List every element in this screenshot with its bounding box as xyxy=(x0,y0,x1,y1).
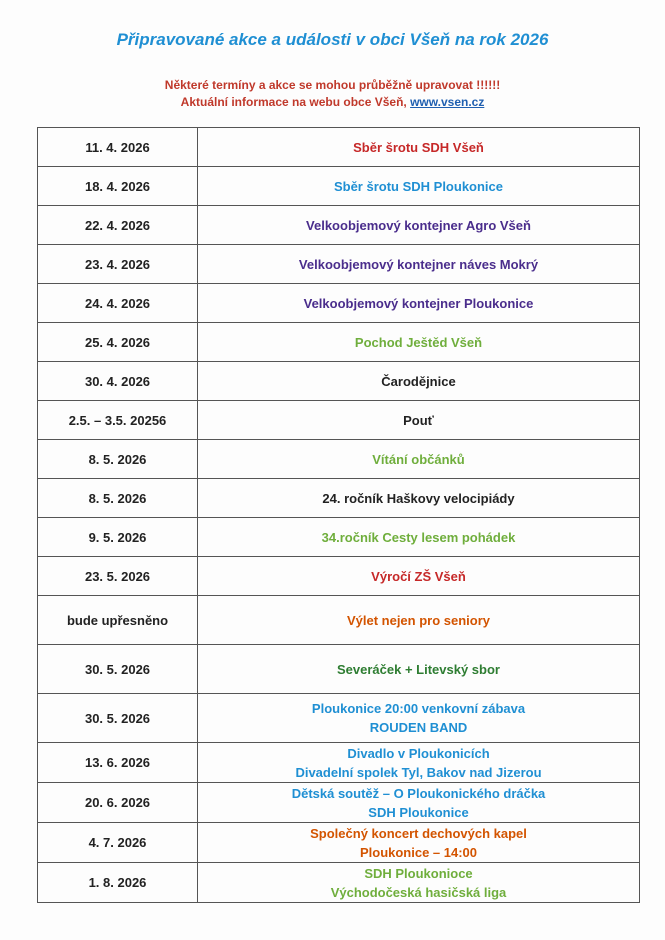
event-row xyxy=(38,284,640,323)
events-table xyxy=(37,127,640,903)
event-name xyxy=(198,694,640,743)
event-name xyxy=(198,128,640,167)
event-name xyxy=(198,863,640,903)
event-row xyxy=(38,206,640,245)
event-date: 11. 4. 2026 xyxy=(38,128,198,167)
event-name-line: Sběr šrotu SDH Všeň xyxy=(353,139,484,155)
event-name xyxy=(198,783,640,823)
event-date: 30. 4. 2026 xyxy=(38,362,198,401)
event-row xyxy=(38,245,640,284)
event-date: 30. 5. 2026 xyxy=(38,645,198,694)
event-name xyxy=(198,206,640,245)
event-name-line: Výročí ZŠ Všeň xyxy=(371,568,466,584)
event-name xyxy=(198,401,640,440)
event-name xyxy=(198,362,640,401)
event-name-line: 24. ročník Haškovy velocipiády xyxy=(322,490,515,506)
event-date: 9. 5. 2026 xyxy=(38,518,198,557)
event-row xyxy=(38,823,640,863)
event-row xyxy=(38,596,640,645)
event-date: 18. 4. 2026 xyxy=(38,167,198,206)
notice-line-2 xyxy=(0,95,665,109)
event-row xyxy=(38,323,640,362)
event-name-line: Severáček + Litevský sbor xyxy=(337,661,500,677)
event-row xyxy=(38,743,640,783)
event-row xyxy=(38,863,640,903)
website-link[interactable]: www.vsen.cz xyxy=(410,95,485,109)
event-name-line: SDH Ploukonice xyxy=(368,804,469,820)
event-date: 8. 5. 2026 xyxy=(38,479,198,518)
event-name-line: Divadelní spolek Tyl, Bakov nad Jizerou xyxy=(295,764,542,780)
event-name-line: Čarodějnice xyxy=(381,373,456,389)
event-row xyxy=(38,128,640,167)
event-name-line: Pouť xyxy=(403,412,434,428)
event-date: 2.5. – 3.5. 20256 xyxy=(38,401,198,440)
event-name xyxy=(198,518,640,557)
event-name xyxy=(198,743,640,783)
event-name xyxy=(198,167,640,206)
event-row xyxy=(38,167,640,206)
event-date: 4. 7. 2026 xyxy=(38,823,198,863)
event-date: 8. 5. 2026 xyxy=(38,440,198,479)
event-name-line: 34.ročník Cesty lesem pohádek xyxy=(321,529,516,545)
event-name-line: Sběr šrotu SDH Ploukonice xyxy=(333,178,504,194)
event-row xyxy=(38,645,640,694)
event-date: 23. 5. 2026 xyxy=(38,557,198,596)
event-name-line: Pochod Ještěd Všeň xyxy=(354,334,483,350)
event-row xyxy=(38,362,640,401)
event-row xyxy=(38,518,640,557)
event-name-line: Vítání občánků xyxy=(372,451,465,467)
event-row xyxy=(38,783,640,823)
event-name xyxy=(198,245,640,284)
event-row xyxy=(38,557,640,596)
event-name xyxy=(198,323,640,362)
event-date: 1. 8. 2026 xyxy=(38,863,198,903)
event-date: bude upřesněno xyxy=(38,596,198,645)
event-name-line: Východočeská hasičská liga xyxy=(330,884,507,900)
event-row xyxy=(38,401,640,440)
event-name xyxy=(198,823,640,863)
event-name-line: Ploukonice 20:00 venkovní zábava xyxy=(311,701,526,716)
event-name-line: SDH Ploukonioce xyxy=(364,865,473,881)
notice-line-1: Některé termíny a akce se mohou průběžně upravovat !!!!!! xyxy=(164,78,501,92)
event-date: 24. 4. 2026 xyxy=(38,284,198,323)
event-name-line: Velkoobjemový kontejner Agro Všeň xyxy=(306,217,531,233)
event-name-line: Výlet nejen pro seniory xyxy=(346,612,491,628)
event-name-line: Divadlo v Ploukonicích xyxy=(347,745,490,761)
event-date: 22. 4. 2026 xyxy=(38,206,198,245)
event-name-line: Velkoobjemový kontejner Ploukonice xyxy=(303,295,534,311)
event-date: 23. 4. 2026 xyxy=(38,245,198,284)
event-date: 20. 6. 2026 xyxy=(38,783,198,823)
notice-text: Aktuální informace na webu obce Všeň, xyxy=(180,95,407,109)
event-date: 13. 6. 2026 xyxy=(38,743,198,783)
page-title: Připravované akce a události v obci Všeň na rok 2026 xyxy=(116,30,549,49)
event-name xyxy=(198,596,640,645)
event-name xyxy=(198,440,640,479)
event-name xyxy=(198,645,640,694)
event-row xyxy=(38,479,640,518)
event-name xyxy=(198,284,640,323)
event-name xyxy=(198,557,640,596)
event-row xyxy=(38,694,640,743)
event-name xyxy=(198,479,640,518)
event-date: 30. 5. 2026 xyxy=(38,694,198,743)
event-name-line: ROUDEN BAND xyxy=(369,720,468,735)
event-row xyxy=(38,440,640,479)
event-name-line: Ploukonice – 14:00 xyxy=(359,844,478,860)
event-name-line: Velkoobjemový kontejner náves Mokrý xyxy=(298,256,539,272)
event-name-line: Dětská soutěž – O Ploukonického dráčka xyxy=(291,785,546,801)
event-date: 25. 4. 2026 xyxy=(38,323,198,362)
event-name-line: Společný koncert dechových kapel xyxy=(310,825,527,841)
